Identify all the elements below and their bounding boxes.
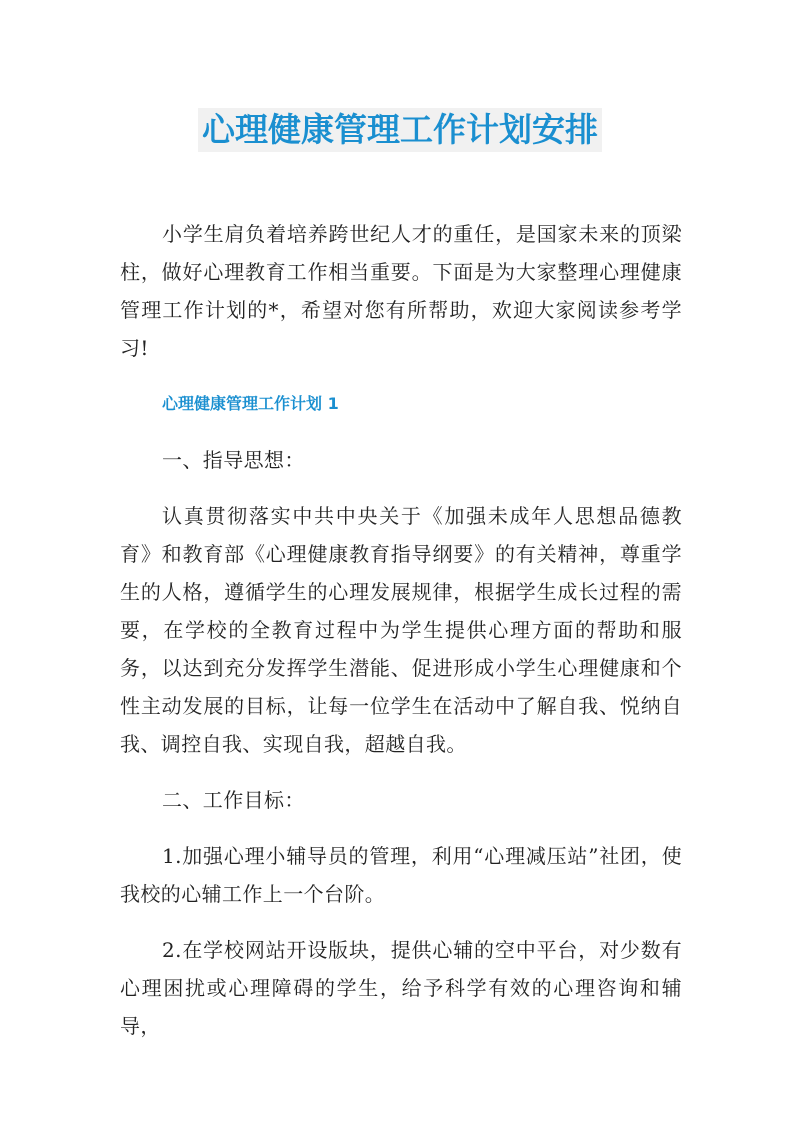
goal-item-2: 2.在学校网站开设版块，提供心辅的空中平台，对少数有心理困扰或心理障碍的学生，给予科学有效的心理咨询和辅导， [120,938,682,1038]
goal-item-1: 1.加强心理小辅导员的管理，利用“心理减压站”社团，使我校的心辅工作上一个台阶。 [120,844,682,906]
part1-heading: 一、指导思想： [162,448,305,472]
part1-body: 认真贯彻落实中共中央关于《加强未成年人思想品德教育》和教育部《心理健康教育指导纲要》的有关精神，尊重学生的人格，遵循学生的心理发展规律，根据学生成长过程的需要，在学校的全教育过程中为学生提供心理方面的帮助和服务，以达到充分发挥学生潜能、促进形成小学生心理健康和个性主动发展的目标，让每一位学生在活动中了解自我、悦纳自我、调控自我、实现自我，超越自我。 [120,504,682,756]
part2-heading: 二、工作目标： [162,788,305,812]
document-body [120,215,682,1063]
section-heading: 心理健康管理工作计划 1 [162,394,339,413]
document-title: 心理健康管理工作计划安排 [198,108,602,152]
title-container [0,108,800,152]
intro-paragraph: 小学生肩负着培养跨世纪人才的重任，是国家未来的顶梁柱，做好心理教育工作相当重要。下面是为大家整理心理健康管理工作计划的*，希望对您有所帮助，欢迎大家阅读参考学习! [120,222,682,360]
